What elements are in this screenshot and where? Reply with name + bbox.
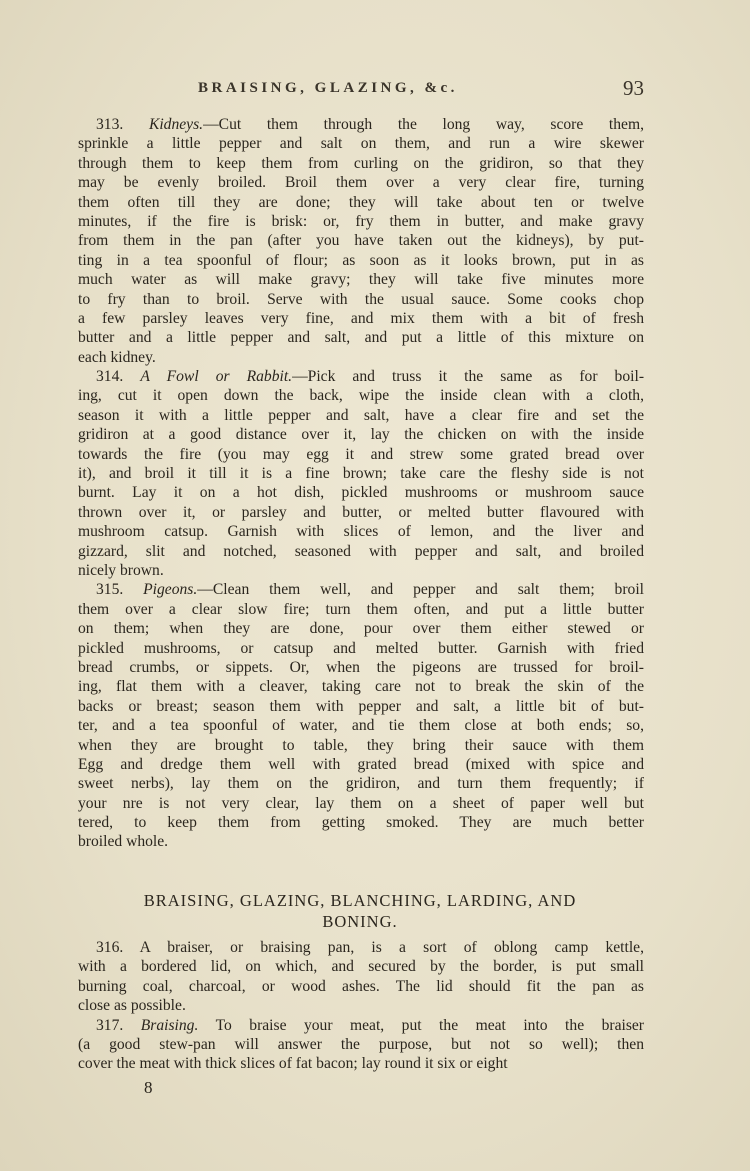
recipe-title: Pigeons. <box>143 581 198 599</box>
text-line: your nre is not very clear, lay them on a sheet of paper well but <box>78 794 644 812</box>
text-line: them over a clear slow fire; turn them often, and put a little butter <box>78 600 644 618</box>
text-line: ting in a tea spoonful of flour; as soon as it looks brown, put in as <box>78 251 644 269</box>
text-line: to fry than to broil. Serve with the usual sauce. Some cooks chop <box>78 290 644 308</box>
running-head-title: BRAISING, GLAZING, &c. <box>198 80 458 96</box>
recipe-text-upper <box>78 115 644 852</box>
text-line: season it with a little pepper and salt, have a clear fire and set the <box>78 406 644 424</box>
text-line: nicely brown. <box>78 561 164 579</box>
text-line: ter, and a tea spoonful of water, and tie them close at both ends; so, <box>78 717 644 735</box>
text-line: when they are brought to table, they bring their sauce with them <box>78 736 644 754</box>
text-line: 316. A braiser, or braising pan, is a sort of oblong camp kettle, <box>96 939 644 956</box>
paragraph-313 <box>78 115 644 367</box>
text-line: 315. Pigeons.—Clean them well, and pepper and salt them; broil <box>96 581 645 599</box>
text-line: 317. Braising. To braise your meat, put the meat into the braiser <box>96 1016 645 1034</box>
text-line: on them; when they are done, pour over them either stewed or <box>78 620 644 638</box>
recipe-title: Kidneys. <box>148 116 204 133</box>
text-line: gizzard, slit and notched, seasoned with pepper and salt, and broiled <box>78 542 644 560</box>
text-line: burning coal, charcoal, or wood ashes. The lid should fit the pan as <box>78 977 644 995</box>
text-line: from them in the pan (after you have taken out the kidneys), by put- <box>78 232 644 250</box>
paragraph-316 <box>78 938 644 1016</box>
recipe-title: Braising. <box>140 1016 199 1034</box>
text-line: sprinkle a little pepper and salt on them, and run a wire skewer <box>78 135 644 153</box>
signature-mark: 8 <box>144 1078 153 1097</box>
paragraph-317 <box>78 1016 644 1074</box>
page-number: 93 <box>623 76 644 100</box>
text-line: through them to keep them from curling on the gridiron, so that they <box>78 154 644 172</box>
text-line: a few parsley leaves very fine, and mix them with a bit of fresh <box>78 309 644 327</box>
text-line: sweet nerbs), lay them on the gridiron, and turn them frequently; if <box>78 775 644 793</box>
section-heading <box>90 890 630 932</box>
text-line: cover the meat with thick slices of fat bacon; lay round it six or eight <box>78 1055 508 1073</box>
recipe-title: A Fowl or Rabbit. <box>140 368 293 386</box>
text-line: tered, to keep them from getting smoked. They are much better <box>78 814 644 832</box>
text-line: close as possible. <box>78 997 186 1015</box>
text-line: gridiron at a good distance over it, lay the chicken on with the inside <box>78 426 644 444</box>
text-line: mushroom catsup. Garnish with slices of lemon, and the liver and <box>78 523 644 541</box>
text-line: 314. A Fowl or Rabbit.—Pick and truss it the same as for boil- <box>96 368 645 386</box>
text-line: them often till they are done; they will take about ten or twelve <box>78 193 644 211</box>
text-line: 313. Kidneys.—Cut them through the long way, score them, <box>96 116 644 133</box>
recipe-text-lower <box>78 938 644 1074</box>
text-line: it), and broil it till it is a fine brown; take care the fleshy side is not <box>78 465 644 483</box>
text-line: Egg and dredge them well with grated bread (mixed with spice and <box>78 755 644 773</box>
text-line: burnt. Lay it on a hot dish, pickled mushrooms or mushroom sauce <box>78 484 644 502</box>
section-heading-line-1: BRAISING, GLAZING, BLANCHING, LARDING, AND <box>143 891 577 910</box>
text-line: towards the fire (you may egg it and strew some grated bread over <box>78 445 644 463</box>
text-line: minutes, if the fire is brisk: or, fry them in butter, and make gravy <box>78 212 644 230</box>
text-line: backs or breast; season them with pepper and salt, a little bit of but- <box>78 697 644 715</box>
text-line: ing, cut it open down the back, wipe the inside clean with a cloth, <box>78 387 644 405</box>
paragraph-315 <box>78 580 644 851</box>
text-line: with a bordered lid, on which, and secured by the border, is put small <box>78 958 644 976</box>
text-line: butter and a little pepper and salt, and put a little of this mixture on <box>78 329 644 347</box>
paragraph-314 <box>78 367 644 580</box>
text-line: thrown over it, or parsley and butter, or melted butter flavoured with <box>78 503 644 521</box>
text-line: bread crumbs, or sippets. Or, when the pigeons are trussed for broil- <box>78 658 644 676</box>
section-heading-line-2: BONING. <box>322 912 398 931</box>
text-line: broiled whole. <box>78 833 169 851</box>
text-line: ing, flat them with a cleaver, taking care not to break the skin of the <box>78 678 644 696</box>
text-line: pickled mushrooms, or catsup and melted butter. Garnish with fried <box>78 639 644 657</box>
text-line: each kidney. <box>78 348 156 366</box>
running-head <box>198 78 644 102</box>
text-line: much water as will make gravy; they will take five minutes more <box>78 271 644 289</box>
text-line: (a good stew-pan will answer the purpose, but not so well); then <box>78 1035 644 1053</box>
text-line: may be evenly broiled. Broil them over a very clear fire, turning <box>78 174 644 192</box>
